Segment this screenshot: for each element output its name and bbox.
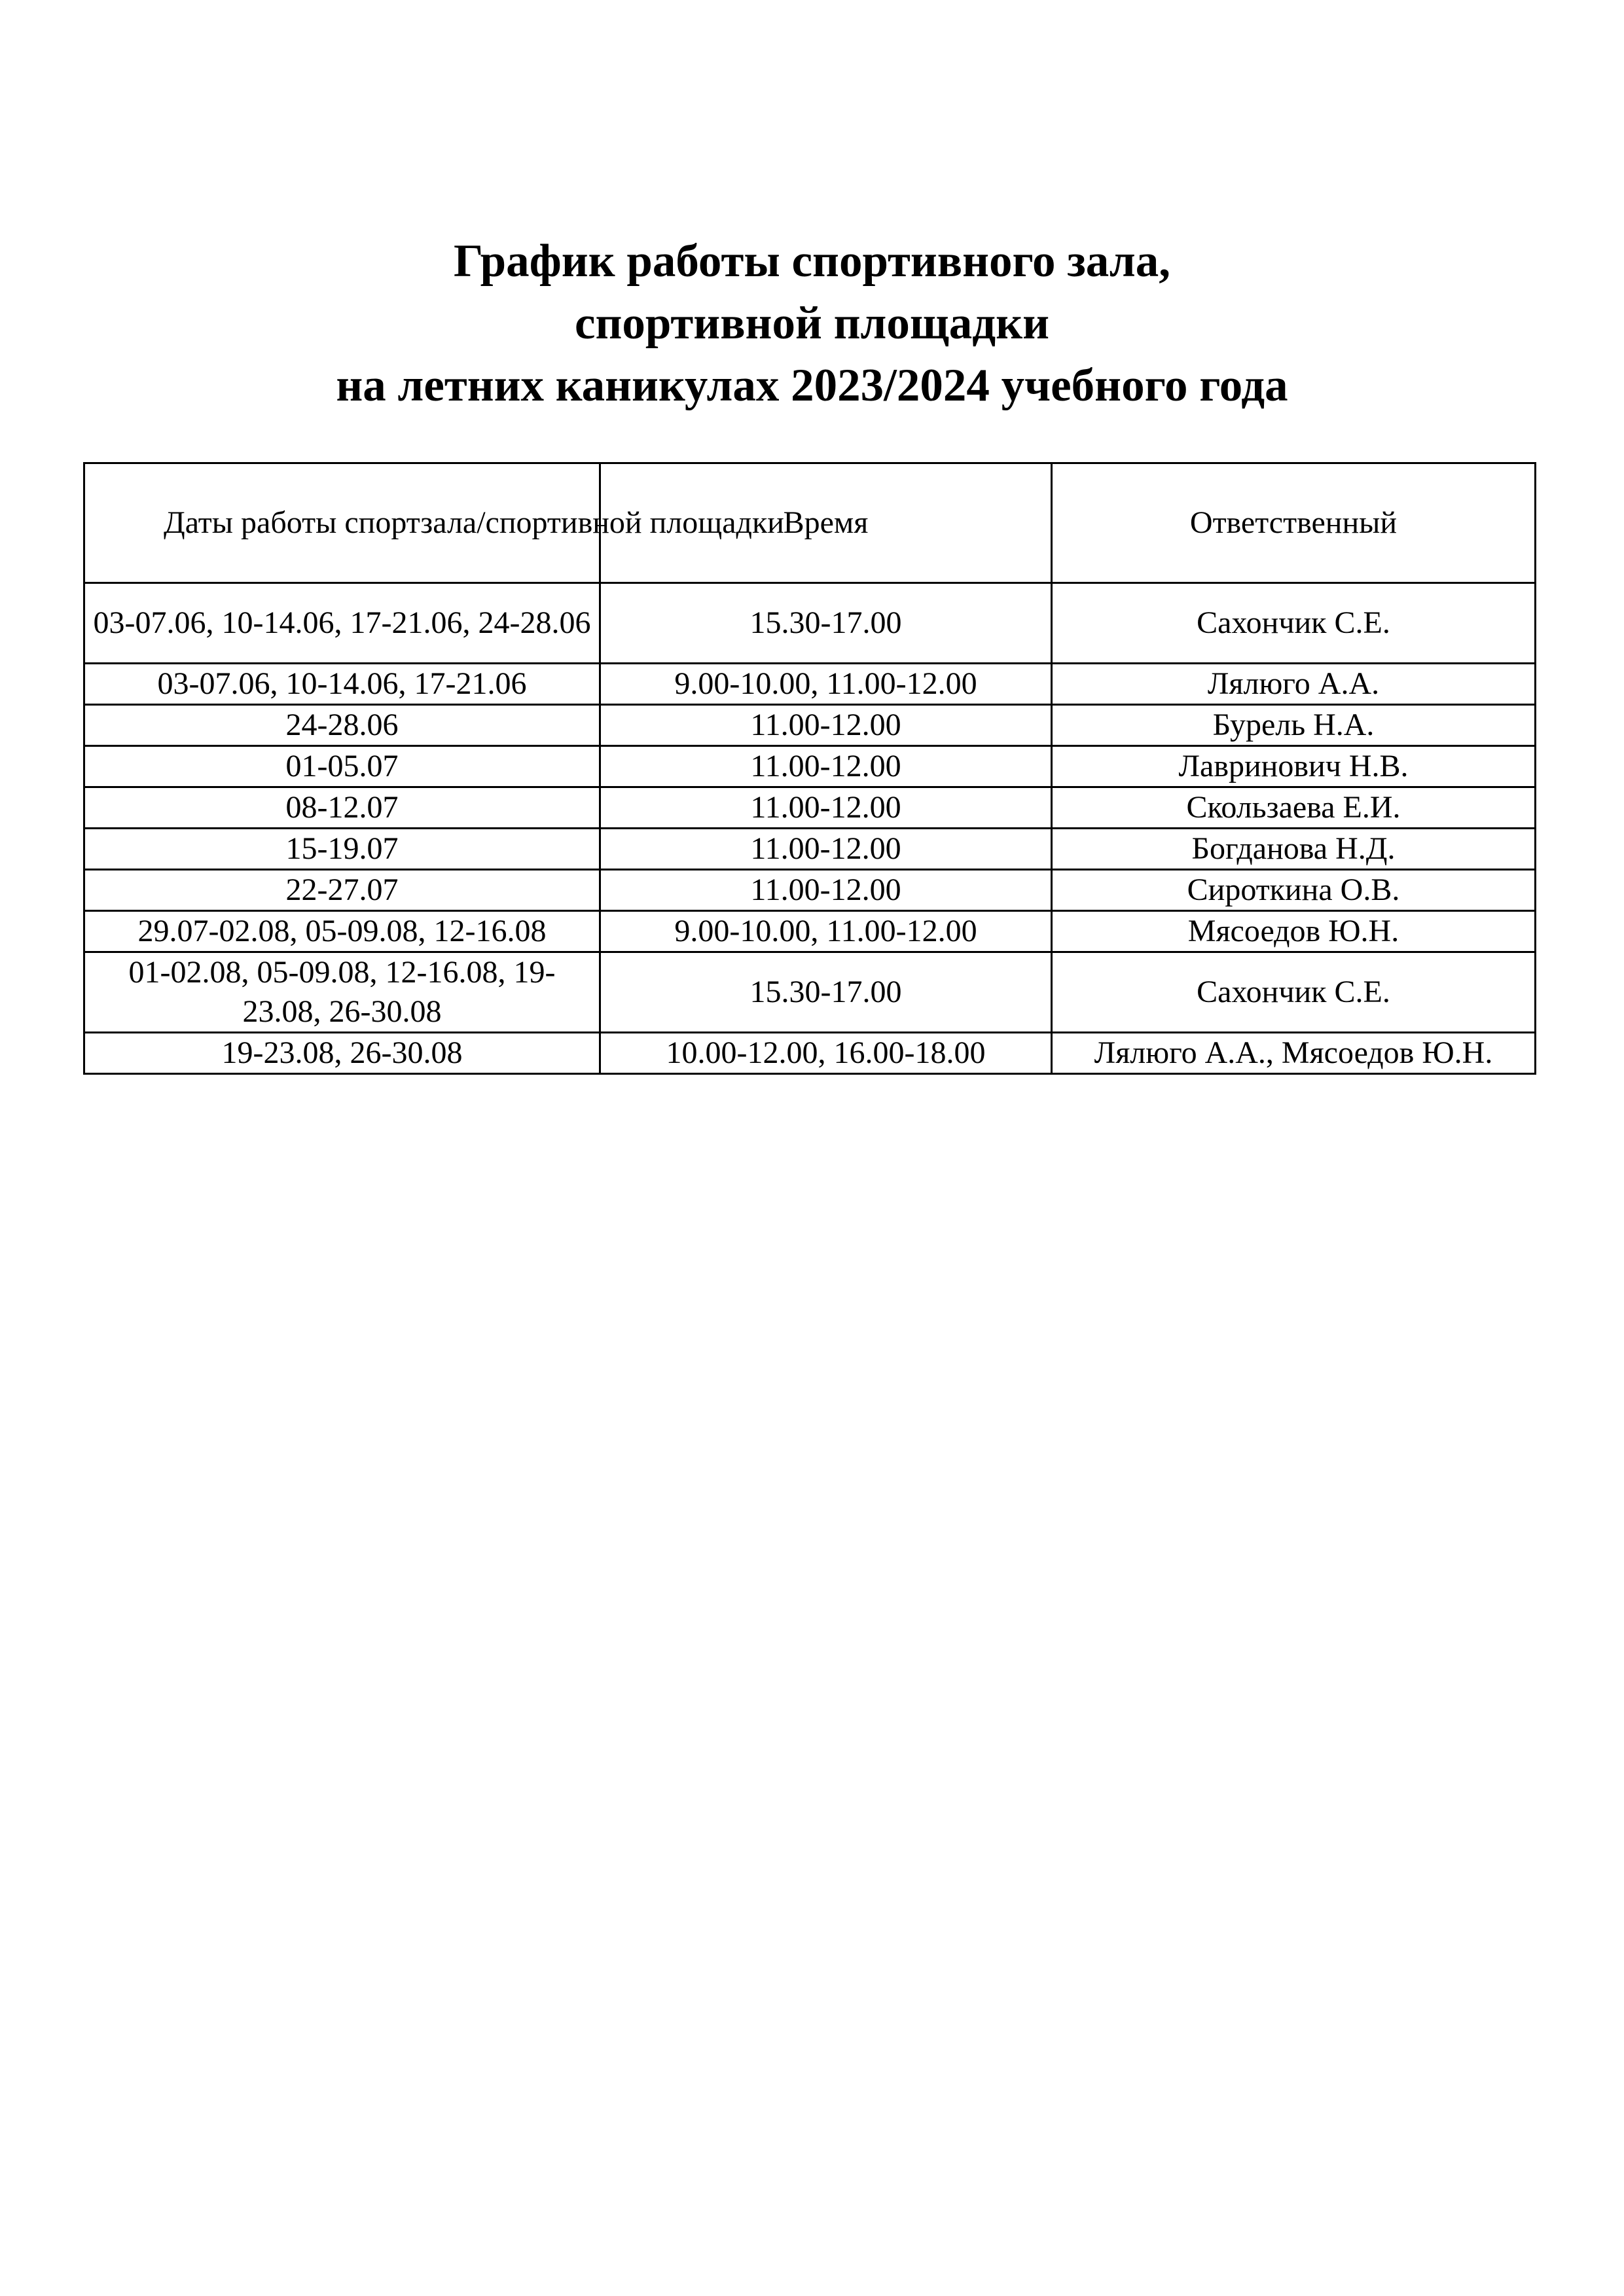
cell-time: 15.30-17.00 (600, 583, 1052, 664)
table-row (84, 829, 1536, 870)
table-row (84, 870, 1536, 911)
cell-responsible: Скользаева Е.И. (1052, 787, 1536, 829)
table-row (84, 911, 1536, 952)
cell-responsible: Сироткина О.В. (1052, 870, 1536, 911)
cell-dates: 03-07.06, 10-14.06, 17-21.06, 24-28.06 (84, 583, 600, 664)
header-dates: Даты работы спортзала/спортивной площадки (84, 463, 600, 583)
title-line-2: спортивной площадки (574, 298, 1050, 349)
cell-responsible: Сахончик С.Е. (1052, 583, 1536, 664)
cell-time: 15.30-17.00 (600, 952, 1052, 1033)
table-row (84, 705, 1536, 746)
document-title (0, 230, 1624, 417)
schedule-table (83, 462, 1536, 1075)
cell-responsible: Богданова Н.Д. (1052, 829, 1536, 870)
table-row (84, 583, 1536, 664)
header-time: Время (600, 463, 1052, 583)
cell-responsible: Лялюго А.А., Мясоедов Ю.Н. (1052, 1033, 1536, 1074)
cell-responsible: Лялюго А.А. (1052, 664, 1536, 705)
cell-time: 11.00-12.00 (600, 746, 1052, 787)
table-row (84, 952, 1536, 1033)
cell-time: 11.00-12.00 (600, 787, 1052, 829)
cell-dates: 08-12.07 (84, 787, 600, 829)
table-row (84, 664, 1536, 705)
table-header-row (84, 463, 1536, 583)
cell-time: 9.00-10.00, 11.00-12.00 (600, 664, 1052, 705)
cell-dates: 24-28.06 (84, 705, 600, 746)
cell-responsible: Бурель Н.А. (1052, 705, 1536, 746)
cell-dates: 29.07-02.08, 05-09.08, 12-16.08 (84, 911, 600, 952)
table-row (84, 746, 1536, 787)
cell-dates: 22-27.07 (84, 870, 600, 911)
cell-responsible: Лавринович Н.В. (1052, 746, 1536, 787)
cell-time: 11.00-12.00 (600, 829, 1052, 870)
cell-time: 11.00-12.00 (600, 870, 1052, 911)
table-row (84, 787, 1536, 829)
cell-time: 10.00-12.00, 16.00-18.00 (600, 1033, 1052, 1074)
cell-dates: 19-23.08, 26-30.08 (84, 1033, 600, 1074)
table-row (84, 1033, 1536, 1074)
cell-dates: 15-19.07 (84, 829, 600, 870)
title-line-3: на летних каникулах 2023/2024 учебного года (336, 360, 1288, 411)
cell-responsible: Сахончик С.Е. (1052, 952, 1536, 1033)
title-line-1: График работы спортивного зала, (453, 236, 1171, 287)
cell-dates: 01-05.07 (84, 746, 600, 787)
cell-time: 9.00-10.00, 11.00-12.00 (600, 911, 1052, 952)
cell-dates: 01-02.08, 05-09.08, 12-16.08, 19-23.08, 26-30.08 (84, 952, 600, 1033)
cell-dates: 03-07.06, 10-14.06, 17-21.06 (84, 664, 600, 705)
cell-time: 11.00-12.00 (600, 705, 1052, 746)
cell-responsible: Мясоедов Ю.Н. (1052, 911, 1536, 952)
header-responsible: Ответственный (1052, 463, 1536, 583)
